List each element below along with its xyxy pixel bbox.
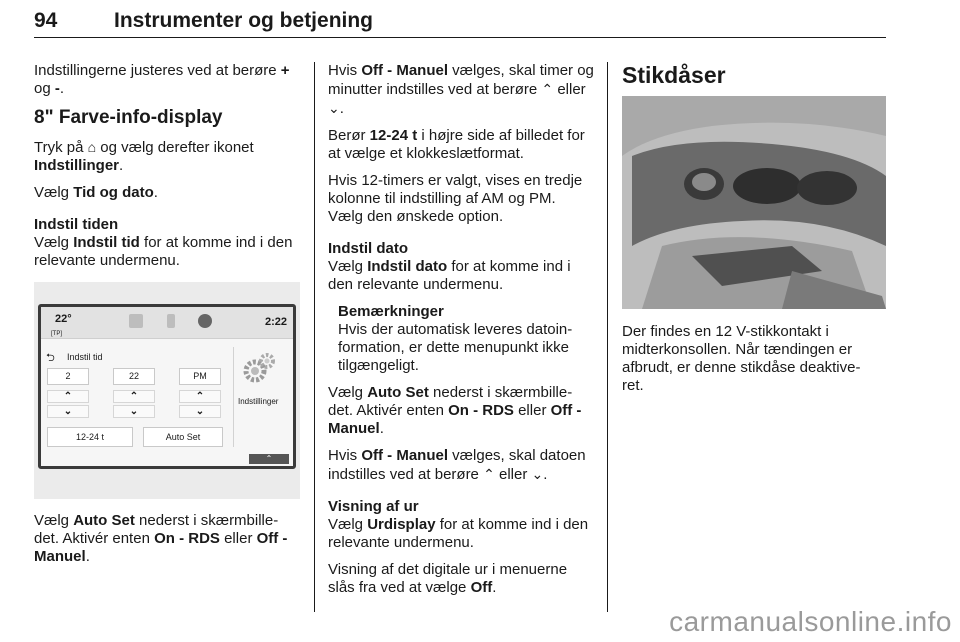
paragraph-socket: Der findes en 12 V-stikkontakt i midterkonsollen. Når tændingen er afbrudt, er denne stikdåse deaktive- ret. (622, 323, 861, 394)
paragraph-home: Tryk på ⌂ og vælg derefter ikonet Indstillinger. (34, 139, 254, 174)
column-2 (328, 62, 594, 606)
paragraph-set-time: Vælg Indstil tid for at komme ind i den relevante undermenu. (34, 234, 293, 269)
clock-readout: 2:22 (264, 316, 287, 328)
note-text: Hvis der automatisk leveres datoin- formation, er dette menupunkt ikke tilgængeligt. (338, 321, 573, 374)
phone-icon (167, 314, 175, 328)
console-image (622, 96, 886, 309)
screen-title: Indstil tid (67, 352, 103, 362)
screen-illustration (34, 282, 300, 499)
screen-divider (233, 347, 234, 447)
column-divider-1 (314, 62, 315, 612)
hour-up-icon: ⌃ (47, 390, 89, 403)
paragraph-12h: Hvis 12-timers er valgt, vises en tredje kolonne til indstilling af AM og PM. Vælg den ønskede option. (328, 172, 583, 225)
chevron-down-icon: ⌄ (328, 100, 340, 116)
ampm-field: PM (179, 368, 221, 385)
chevron-up-icon: ⌃ (249, 454, 289, 464)
note-box (328, 303, 594, 375)
subheading-set-date: Indstil dato (328, 240, 408, 257)
paragraph-auto-set-date: Vælg Auto Set nederst i skærmbille- det. Aktivér enten On - RDS eller Off - Manuel. (328, 384, 582, 437)
page-header (34, 8, 886, 38)
column-1 (34, 62, 300, 575)
info-icon (198, 314, 212, 328)
back-icon: ⮌ (46, 352, 55, 364)
intro-paragraph: Indstillingerne justeres ved at berøre + og -. (34, 62, 290, 97)
chevron-down-icon: ⌄ (531, 466, 544, 482)
minute-up-icon: ⌃ (113, 390, 155, 403)
ampm-down-icon: ⌄ (179, 405, 221, 418)
home-icon: ⌂ (87, 139, 97, 155)
paragraph-clock-display: Vælg Urdisplay for at komme ind i den relevante undermenu. (328, 516, 589, 551)
section-heading-sockets: Stikdåser (622, 62, 726, 88)
hour-down-icon: ⌄ (47, 405, 89, 418)
column-divider-2 (607, 62, 608, 612)
settings-label: Indstillinger (238, 397, 279, 406)
minute-down-icon: ⌄ (113, 405, 155, 418)
format-button: 12-24 t (47, 427, 133, 447)
section-heading-display: 8" Farve-info-display (34, 107, 223, 128)
chevron-up-icon: ⌃ (541, 81, 554, 97)
gear-icon (241, 351, 277, 387)
autoset-button: Auto Set (143, 427, 223, 447)
page-number: 94 (34, 9, 58, 32)
column-3 (622, 62, 886, 404)
minute-field: 22 (113, 368, 155, 385)
watermark: carmanualsonline.info (669, 606, 952, 637)
paragraph-format: Berør 12-24 t i højre side af billedet for at vælge et klokkeslætformat. (328, 127, 585, 162)
subheading-clock-display: Visning af ur (328, 498, 419, 515)
temperature-readout: 22° (55, 313, 72, 325)
music-icon (129, 314, 143, 328)
paragraph-set-date: Vælg Indstil dato for at komme ind i den relevante undermenu. (328, 258, 571, 293)
chevron-up-icon: ⌃ (483, 466, 495, 482)
paragraph-manual-date: Hvis Off - Manuel vælges, skal datoen indstilles ved at berøre ⌃ eller ⌄. (328, 447, 586, 483)
note-title: Bemærkninger (338, 303, 444, 320)
paragraph-select-time-date: Vælg Tid og dato. (34, 184, 158, 201)
power-socket-photo (622, 96, 886, 309)
tp-indicator: [TP] (51, 331, 63, 337)
infotainment-screen (38, 304, 296, 469)
hour-field: 2 (47, 368, 89, 385)
chapter-title: Instrumenter og betjening (114, 9, 374, 32)
screen-status-bar (41, 307, 293, 339)
paragraph-auto-set: Vælg Auto Set nederst i skærmbille- det. Aktivér enten On - RDS eller Off - Manuel. (34, 512, 288, 565)
paragraph-manual-time: Hvis Off - Manuel vælges, skal timer og minutter indstilles ved at berøre ⌃ eller ⌄. (328, 62, 594, 117)
paragraph-clock-off: Visning af det digitale ur i menuerne slås fra ved at vælge Off. (328, 561, 568, 596)
ampm-up-icon: ⌃ (179, 390, 221, 403)
subheading-set-time: Indstil tiden (34, 216, 119, 233)
